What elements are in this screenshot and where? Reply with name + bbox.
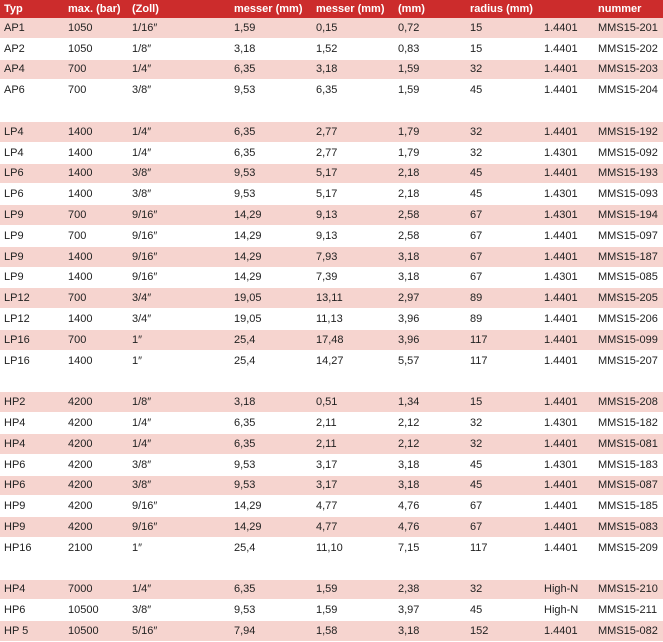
table-cell: 1400 — [64, 142, 128, 163]
spacer-cell — [0, 371, 663, 392]
table-cell: 7,39 — [312, 267, 394, 288]
table-cell: 117 — [466, 329, 540, 350]
table-cell: 32 — [466, 413, 540, 434]
table-cell: 14,29 — [230, 496, 312, 517]
column-header: (mm) — [394, 0, 466, 18]
table-cell: 6,35 — [230, 579, 312, 600]
table-cell: 1,79 — [394, 121, 466, 142]
table-cell: 1,34 — [394, 392, 466, 413]
table-cell: 1.4401 — [540, 537, 594, 558]
table-cell: 25,4 — [230, 329, 312, 350]
table-row — [0, 496, 663, 517]
table-cell: 2,97 — [394, 288, 466, 309]
table-cell: 32 — [466, 121, 540, 142]
table-cell: High-N — [540, 600, 594, 621]
table-cell: 4200 — [64, 496, 128, 517]
table-cell: 2,38 — [394, 579, 466, 600]
table-cell: 9,53 — [230, 475, 312, 496]
table-cell: 67 — [466, 267, 540, 288]
table-cell: 1,79 — [394, 142, 466, 163]
table-cell: AP1 — [0, 18, 64, 38]
table-cell: HP2 — [0, 392, 64, 413]
table-cell: MMS15-201 — [594, 18, 663, 38]
table-cell: MMS15-207 — [594, 350, 663, 371]
table-cell: 13,11 — [312, 288, 394, 309]
table-cell: 9,53 — [230, 600, 312, 621]
table-cell: LP9 — [0, 246, 64, 267]
table-cell: 2,77 — [312, 142, 394, 163]
table-row — [0, 246, 663, 267]
table-cell: 15 — [466, 38, 540, 59]
table-cell: MMS15-085 — [594, 267, 663, 288]
table-cell: 1400 — [64, 163, 128, 184]
table-cell: 6,35 — [230, 142, 312, 163]
spacer-cell — [0, 558, 663, 579]
table-row — [0, 142, 663, 163]
table-cell: 17,48 — [312, 329, 394, 350]
table-row — [0, 579, 663, 600]
table-cell: 14,29 — [230, 267, 312, 288]
table-cell: 3/4″ — [128, 309, 230, 330]
table-cell: 9/16″ — [128, 517, 230, 538]
table-cell: HP6 — [0, 475, 64, 496]
table-cell: 1″ — [128, 537, 230, 558]
table-row — [0, 80, 663, 101]
column-header: radius (mm) — [466, 0, 540, 18]
table-cell: 1.4401 — [540, 621, 594, 642]
table-row — [0, 205, 663, 226]
table-cell: MMS15-194 — [594, 205, 663, 226]
table-cell: 15 — [466, 392, 540, 413]
table-cell: 5,17 — [312, 184, 394, 205]
table-cell: 1,59 — [394, 80, 466, 101]
table-cell: 45 — [466, 163, 540, 184]
table-cell: MMS15-204 — [594, 80, 663, 101]
table-cell: 2,11 — [312, 413, 394, 434]
table-row — [0, 392, 663, 413]
table-cell: 1.4401 — [540, 392, 594, 413]
table-cell: 6,35 — [312, 80, 394, 101]
table-cell: 3/8″ — [128, 184, 230, 205]
table-row — [0, 121, 663, 142]
table-cell: 2100 — [64, 537, 128, 558]
table-cell: LP4 — [0, 142, 64, 163]
table-cell: 4200 — [64, 413, 128, 434]
table-cell: 1/4″ — [128, 579, 230, 600]
table-cell: 1400 — [64, 350, 128, 371]
table-cell: 9/16″ — [128, 225, 230, 246]
table-cell: 10500 — [64, 600, 128, 621]
table-cell: 1400 — [64, 121, 128, 142]
table-cell: 117 — [466, 537, 540, 558]
column-header: max. (bar) — [64, 0, 128, 18]
table-row — [0, 18, 663, 38]
table-cell: 3,18 — [230, 38, 312, 59]
table-cell: 1.4401 — [540, 350, 594, 371]
table-cell: 4,76 — [394, 496, 466, 517]
column-header — [540, 0, 594, 18]
table-cell: MMS15-182 — [594, 413, 663, 434]
table-cell: 32 — [466, 433, 540, 454]
table-cell: 1,59 — [394, 59, 466, 80]
table-cell: 32 — [466, 142, 540, 163]
table-cell: 1050 — [64, 38, 128, 59]
table-cell: 1.4401 — [540, 59, 594, 80]
table-cell: 2,18 — [394, 184, 466, 205]
table-cell: 1.4401 — [540, 121, 594, 142]
table-cell: LP16 — [0, 350, 64, 371]
table-cell: 4,77 — [312, 517, 394, 538]
table-cell: 1″ — [128, 350, 230, 371]
table-cell: 1.4301 — [540, 413, 594, 434]
table-row — [0, 59, 663, 80]
table-row — [0, 454, 663, 475]
table-cell: 4200 — [64, 392, 128, 413]
table-cell: LP6 — [0, 184, 64, 205]
table-cell: 1400 — [64, 267, 128, 288]
table-cell: MMS15-210 — [594, 579, 663, 600]
table-cell: 67 — [466, 205, 540, 226]
table-cell: 9,53 — [230, 454, 312, 475]
table-cell: 1.4401 — [540, 246, 594, 267]
table-cell: 6,35 — [230, 59, 312, 80]
table-cell: HP4 — [0, 579, 64, 600]
table-cell: AP6 — [0, 80, 64, 101]
table-cell: MMS15-205 — [594, 288, 663, 309]
table-cell: 1.4301 — [540, 267, 594, 288]
table-cell: 2,58 — [394, 225, 466, 246]
table-row — [0, 38, 663, 59]
table-cell: MMS15-081 — [594, 433, 663, 454]
table-cell: 1,59 — [312, 600, 394, 621]
table-cell: MMS15-183 — [594, 454, 663, 475]
table-cell: 45 — [466, 454, 540, 475]
table-cell: 0,72 — [394, 18, 466, 38]
table-cell: 1.4301 — [540, 184, 594, 205]
table-cell: 19,05 — [230, 309, 312, 330]
table-cell: 1.4401 — [540, 475, 594, 496]
table-cell: MMS15-203 — [594, 59, 663, 80]
table-cell: 3/8″ — [128, 475, 230, 496]
table-cell: 700 — [64, 329, 128, 350]
table-row — [0, 600, 663, 621]
table-row — [0, 163, 663, 184]
table-cell: MMS15-087 — [594, 475, 663, 496]
table-cell: 3,18 — [394, 475, 466, 496]
table-cell: LP9 — [0, 205, 64, 226]
table-cell: HP9 — [0, 496, 64, 517]
table-row — [0, 621, 663, 642]
table-cell: 1,58 — [312, 621, 394, 642]
table-cell: MMS15-082 — [594, 621, 663, 642]
table-cell: 152 — [466, 621, 540, 642]
table-cell: 3/8″ — [128, 80, 230, 101]
table-cell: 3,96 — [394, 329, 466, 350]
table-cell: 1.4401 — [540, 309, 594, 330]
table-cell: 700 — [64, 205, 128, 226]
table-cell: 2,18 — [394, 163, 466, 184]
table-cell: 14,27 — [312, 350, 394, 371]
table-cell: 3,18 — [394, 454, 466, 475]
table-cell: HP 5 — [0, 621, 64, 642]
table-cell: 9,13 — [312, 225, 394, 246]
table-cell: HP9 — [0, 517, 64, 538]
table-cell: 9,13 — [312, 205, 394, 226]
table-row — [0, 413, 663, 434]
table-cell: 3/8″ — [128, 163, 230, 184]
table-cell: 5,17 — [312, 163, 394, 184]
column-header: nummer — [594, 0, 663, 18]
table-row — [0, 225, 663, 246]
table-cell: 9,53 — [230, 163, 312, 184]
table-cell: LP6 — [0, 163, 64, 184]
table-cell: MMS15-192 — [594, 121, 663, 142]
table-row — [0, 329, 663, 350]
table-cell: 3,18 — [230, 392, 312, 413]
table-cell: 1/4″ — [128, 142, 230, 163]
table-cell: MMS15-208 — [594, 392, 663, 413]
column-header: messer (mm) — [230, 0, 312, 18]
table-cell: 9/16″ — [128, 496, 230, 517]
table-cell: 32 — [466, 579, 540, 600]
table-cell: 1.4401 — [540, 225, 594, 246]
table-cell: 3,96 — [394, 309, 466, 330]
table-cell: 6,35 — [230, 433, 312, 454]
table-cell: 3,97 — [394, 600, 466, 621]
table-cell: 700 — [64, 225, 128, 246]
table-cell: High-N — [540, 579, 594, 600]
table-cell: 1.4401 — [540, 433, 594, 454]
table-cell: 67 — [466, 517, 540, 538]
table-cell: 6,35 — [230, 413, 312, 434]
table-cell: HP4 — [0, 413, 64, 434]
table-cell: 3,18 — [394, 267, 466, 288]
table-cell: HP6 — [0, 454, 64, 475]
table-row — [0, 184, 663, 205]
table-cell: 19,05 — [230, 288, 312, 309]
table-cell: MMS15-211 — [594, 600, 663, 621]
table-cell: 67 — [466, 496, 540, 517]
table-cell: MMS15-193 — [594, 163, 663, 184]
group-spacer-row — [0, 101, 663, 122]
table-cell: 1.4401 — [540, 163, 594, 184]
table-cell: 9/16″ — [128, 246, 230, 267]
table-cell: 11,10 — [312, 537, 394, 558]
table-row — [0, 267, 663, 288]
table-cell: 9/16″ — [128, 267, 230, 288]
table-cell: 32 — [466, 59, 540, 80]
table-cell: 89 — [466, 288, 540, 309]
table-cell: 1.4401 — [540, 496, 594, 517]
table-cell: 5/16″ — [128, 621, 230, 642]
table-cell: MMS15-083 — [594, 517, 663, 538]
table-cell: 1,59 — [230, 18, 312, 38]
table-cell: 1.4401 — [540, 80, 594, 101]
table-cell: 1.4401 — [540, 38, 594, 59]
table-cell: 9/16″ — [128, 205, 230, 226]
table-cell: LP9 — [0, 225, 64, 246]
table-cell: 89 — [466, 309, 540, 330]
table-row — [0, 288, 663, 309]
table-cell: 0,83 — [394, 38, 466, 59]
table-cell: HP4 — [0, 433, 64, 454]
table-cell: 10500 — [64, 621, 128, 642]
table-cell: 14,29 — [230, 517, 312, 538]
table-cell: 7000 — [64, 579, 128, 600]
table-cell: 2,77 — [312, 121, 394, 142]
table-cell: AP4 — [0, 59, 64, 80]
table-cell: 1.4301 — [540, 454, 594, 475]
table-cell: 1.4401 — [540, 517, 594, 538]
table-cell: 1.4401 — [540, 18, 594, 38]
table-cell: 3/4″ — [128, 288, 230, 309]
table-cell: 1050 — [64, 18, 128, 38]
table-cell: 1/8″ — [128, 38, 230, 59]
table-cell: 1/4″ — [128, 413, 230, 434]
column-header: messer (mm) — [312, 0, 394, 18]
column-header: (Zoll) — [128, 0, 230, 18]
table-cell: 3,17 — [312, 475, 394, 496]
group-spacer-row — [0, 558, 663, 579]
table-cell: 3,18 — [394, 621, 466, 642]
table-cell: 45 — [466, 80, 540, 101]
table-cell: 1.4401 — [540, 329, 594, 350]
table-cell: 3,18 — [394, 246, 466, 267]
table-cell: 700 — [64, 59, 128, 80]
table-cell: 1/4″ — [128, 59, 230, 80]
column-header: Typ — [0, 0, 64, 18]
table-row — [0, 475, 663, 496]
table-cell: MMS15-093 — [594, 184, 663, 205]
table-cell: 9,53 — [230, 184, 312, 205]
table-cell: 1400 — [64, 309, 128, 330]
table-cell: 700 — [64, 80, 128, 101]
table-cell: 1/4″ — [128, 121, 230, 142]
table-cell: MMS15-097 — [594, 225, 663, 246]
table-cell: 67 — [466, 225, 540, 246]
table-cell: 3,18 — [312, 59, 394, 80]
table-cell: 5,57 — [394, 350, 466, 371]
table-cell: 25,4 — [230, 537, 312, 558]
table-cell: LP4 — [0, 121, 64, 142]
table-cell: 3,17 — [312, 454, 394, 475]
table-cell: 1400 — [64, 184, 128, 205]
table-cell: 14,29 — [230, 205, 312, 226]
table-cell: 700 — [64, 288, 128, 309]
table-cell: 25,4 — [230, 350, 312, 371]
table-cell: 0,15 — [312, 18, 394, 38]
table-cell: MMS15-209 — [594, 537, 663, 558]
table-cell: 1,52 — [312, 38, 394, 59]
table-cell: 7,93 — [312, 246, 394, 267]
table-row — [0, 537, 663, 558]
table-cell: 1/16″ — [128, 18, 230, 38]
table-cell: 1.4401 — [540, 288, 594, 309]
table-cell: 11,13 — [312, 309, 394, 330]
table-cell: 7,94 — [230, 621, 312, 642]
header-row — [0, 0, 663, 18]
table-cell: 4200 — [64, 517, 128, 538]
table-cell: 15 — [466, 18, 540, 38]
table-cell: 3/8″ — [128, 600, 230, 621]
table-cell: LP12 — [0, 288, 64, 309]
table-cell: LP9 — [0, 267, 64, 288]
table-body — [0, 18, 663, 641]
table-cell: 4,77 — [312, 496, 394, 517]
table-row — [0, 309, 663, 330]
table-cell: MMS15-206 — [594, 309, 663, 330]
table-cell: 2,58 — [394, 205, 466, 226]
table-cell: LP16 — [0, 329, 64, 350]
table-cell: 1.4301 — [540, 205, 594, 226]
table-cell: 2,12 — [394, 413, 466, 434]
table-cell: 4200 — [64, 454, 128, 475]
table-cell: 14,29 — [230, 246, 312, 267]
table-cell: 4200 — [64, 475, 128, 496]
table-cell: 1400 — [64, 246, 128, 267]
table-cell: 1/4″ — [128, 433, 230, 454]
table-cell: 4200 — [64, 433, 128, 454]
table-cell: 3/8″ — [128, 454, 230, 475]
table-cell: MMS15-202 — [594, 38, 663, 59]
table-cell: 45 — [466, 184, 540, 205]
table-cell: 1.4301 — [540, 142, 594, 163]
table-cell: MMS15-092 — [594, 142, 663, 163]
table-cell: 2,12 — [394, 433, 466, 454]
table-cell: 2,11 — [312, 433, 394, 454]
table-cell: 9,53 — [230, 80, 312, 101]
table-cell: MMS15-185 — [594, 496, 663, 517]
table-cell: 1,59 — [312, 579, 394, 600]
table-cell: AP2 — [0, 38, 64, 59]
table-cell: 4,76 — [394, 517, 466, 538]
table-cell: HP6 — [0, 600, 64, 621]
spacer-cell — [0, 101, 663, 122]
table-cell: 1″ — [128, 329, 230, 350]
table-cell: 0,51 — [312, 392, 394, 413]
table-cell: MMS15-187 — [594, 246, 663, 267]
table-row — [0, 350, 663, 371]
table-cell: HP16 — [0, 537, 64, 558]
table-cell: 6,35 — [230, 121, 312, 142]
table-cell: MMS15-099 — [594, 329, 663, 350]
table-cell: 45 — [466, 600, 540, 621]
table-cell: 14,29 — [230, 225, 312, 246]
table-cell: 67 — [466, 246, 540, 267]
group-spacer-row — [0, 371, 663, 392]
table-cell: 7,15 — [394, 537, 466, 558]
table-cell: 45 — [466, 475, 540, 496]
table-cell: 117 — [466, 350, 540, 371]
table-cell: LP12 — [0, 309, 64, 330]
table-cell: 1/8″ — [128, 392, 230, 413]
table-row — [0, 433, 663, 454]
table-row — [0, 517, 663, 538]
